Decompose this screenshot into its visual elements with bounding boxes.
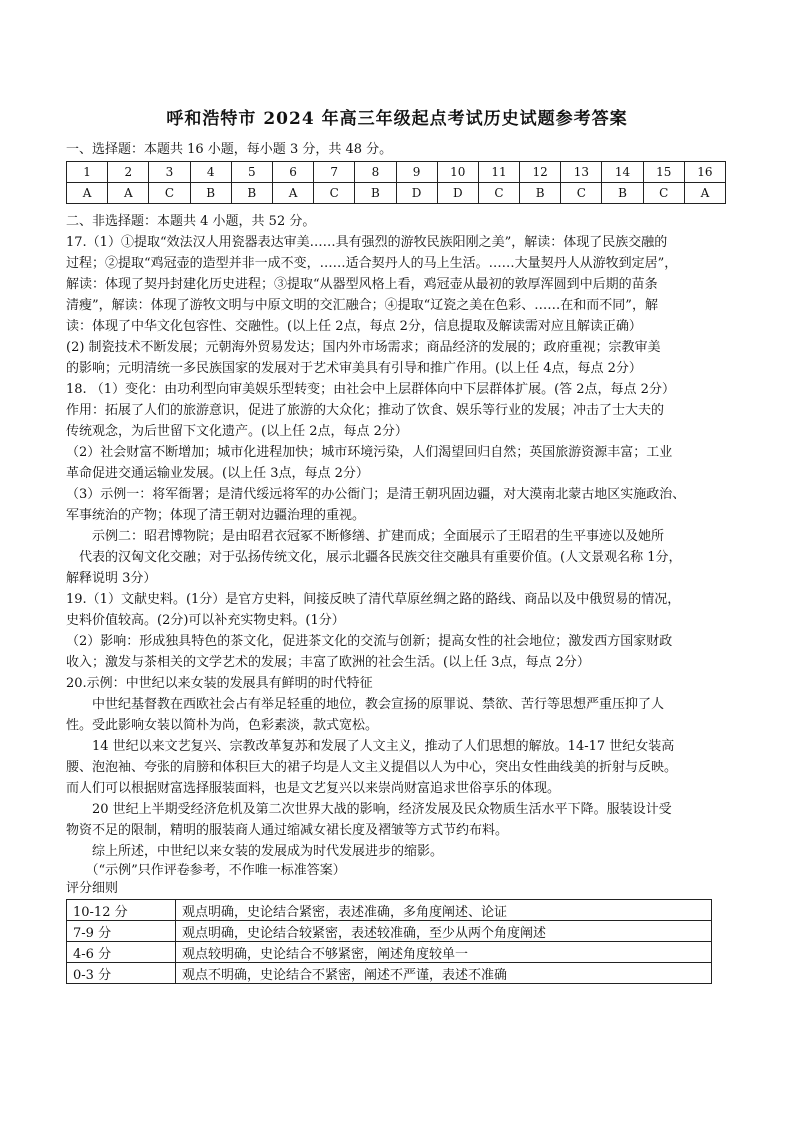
answer-text-line: 的影响；元明清统一多民族国家的发展对于艺术审美具有引导和推广作用。(以上任 4点，每点 2分） <box>66 361 642 376</box>
answer-cell: B <box>190 183 231 204</box>
answer-text-line: 示例二：昭君博物院；是由昭君衣冠冢不断修缮、扩建而成；全面展示了王昭君的生平事迹以及她所 <box>66 529 665 544</box>
answer-text-line: 腰、泡泡袖、夸张的肩膀和体积巨大的裙子均是人文主义提倡以人为中心，突出女性曲线美的折射与反映。 <box>66 760 678 775</box>
rubric-score-range: 10-12 分 <box>67 900 176 921</box>
answer-cell: B <box>520 183 561 204</box>
question-number: 15 <box>643 162 684 183</box>
answer-cell: A <box>108 183 149 204</box>
answer-text-line: （2）社会财富不断增加；城市化进程加快；城市环境污染，人们渴望回归自然；英国旅游资源丰富；工业 <box>66 445 673 460</box>
rubric-description: 观点不明确，史论结合不紧密，阐述不严谨，表述不准确 <box>176 963 712 984</box>
multiple-choice-answer-table <box>66 161 726 204</box>
answer-text-line: 解读：体现了契丹封建化历史进程；③提取“从器型风格上看，鸡冠壶从最初的敦厚浑圆到中后期的苗条 <box>66 277 658 292</box>
question-number: 10 <box>437 162 478 183</box>
answer-cell: A <box>67 183 108 204</box>
answer-text-line: 18. （1）变化：由功利型向审美娱乐型转变；由社会中上层群体向中下层群体扩展。(答 2点，每点 2分） <box>66 382 675 397</box>
answer-text-line: 14 世纪以来文艺复兴、宗教改革复苏和发展了人文主义，推动了人们思想的解放。14-17 世纪女装高 <box>66 739 675 754</box>
answer-text-line: 作用：拓展了人们的旅游意识，促进了旅游的大众化；推动了饮食、娱乐等行业的发展；冲击了士大夫的 <box>66 403 665 418</box>
answer-text-line: 解释说明 3分） <box>66 571 157 586</box>
answer-text-line: 收入；激发与茶相关的文学艺术的发展；丰富了欧洲的社会生活。(以上任 3点，每点 2分） <box>66 655 590 670</box>
question-number: 5 <box>231 162 272 183</box>
question-number-row <box>67 162 726 183</box>
section1-heading: 一、选择题：本题共 16 小题，每小题 3 分，共 48 分。 <box>66 142 393 157</box>
question-number: 1 <box>67 162 108 183</box>
answer-text-line: 物资不足的限制，精明的服装商人通过缩减女裙长度及褶皱等方式节约布料。 <box>66 823 509 838</box>
answer-text-line: 传统观念，为后世留下文化遗产。(以上任 2点，每点 2分） <box>66 424 408 439</box>
answer-cell: D <box>437 183 478 204</box>
answer-cell: D <box>396 183 437 204</box>
rubric-row <box>67 921 712 942</box>
rubric-row <box>67 942 712 963</box>
grading-rubric-table <box>66 899 712 984</box>
answer-text-line: 军事统治的产物；体现了清王朝对边疆治理的重视。 <box>66 508 366 523</box>
answer-cell: C <box>149 183 190 204</box>
question-number: 16 <box>684 162 725 183</box>
answer-text-line: 而人们可以根据财富选择服装面料，也是文艺复兴以来崇尚财富追求世俗享乐的体现。 <box>66 781 561 796</box>
rubric-description: 观点明确，史论结合较紧密，表述较准确，至少从两个角度阐述 <box>176 921 712 942</box>
rubric-description: 观点明确，史论结合紧密，表述准确，多角度阐述、论证 <box>176 900 712 921</box>
rubric-score-range: 7-9 分 <box>67 921 176 942</box>
answer-text-line: （2）影响：形成独具特色的茶文化，促进茶文化的交流与创新；提高女性的社会地位；激发西方国家财政 <box>66 634 673 649</box>
answer-cell: C <box>643 183 684 204</box>
answer-text-line: 过程；②提取“鸡冠壶的造型并非一成不变，……适合契丹人的马上生活。……大量契丹人从游牧到定居”， <box>66 256 678 271</box>
answer-row <box>67 183 726 204</box>
answer-text-line: 中世纪基督教在西欧社会占有举足轻重的地位，教会宣扬的原罪说、禁欲、苦行等思想严重压抑了人 <box>66 697 665 712</box>
answer-text-line: （“示例”只作评卷参考，不作唯一标准答案） <box>66 863 346 878</box>
answer-cell: A <box>272 183 313 204</box>
question-number: 11 <box>478 162 519 183</box>
answer-text-line: 史料价值较高。(2分)可以补充实物史料。(1分） <box>66 613 345 628</box>
answer-text-line: 19.（1）文献史料。(1分）是官方史料，间接反映了清代草原丝绸之路的路线、商品以及中俄贸易的情况， <box>66 592 681 607</box>
answer-cell: A <box>684 183 725 204</box>
rubric-description: 观点较明确，史论结合不够紧密，阐述角度较单一 <box>176 942 712 963</box>
question-number: 12 <box>520 162 561 183</box>
question-number: 6 <box>272 162 313 183</box>
answer-cell: C <box>478 183 519 204</box>
answer-text-line: 综上所述，中世纪以来女装的发展成为时代发展进步的缩影。 <box>66 844 444 859</box>
question-number: 14 <box>602 162 643 183</box>
answer-text-line: （3）示例一：将军衙署；是清代绥远将军的办公衙门；是清王朝巩固边疆，对大漠南北蒙古地区实施政治、 <box>66 487 686 502</box>
rubric-score-range: 0-3 分 <box>67 963 176 984</box>
answer-text-line: 20 世纪上半期受经济危机及第二次世界大战的影响，经济发展及民众物质生活水平下降。服装设计受 <box>66 802 672 817</box>
answer-cell: B <box>231 183 272 204</box>
answer-text-line: 20.示例：中世纪以来女装的发展具有鲜明的时代特征 <box>66 676 373 691</box>
question-number: 4 <box>190 162 231 183</box>
question-number: 3 <box>149 162 190 183</box>
answer-text-line: 代表的汉匈文化交融；对于弘扬传统文化，展示北疆各民族交往交融具有重要价值。(人文景观名称 1分， <box>66 550 682 565</box>
question-number: 13 <box>561 162 602 183</box>
page-title: 呼和浩特市 2024 年高三年级起点考试历史试题参考答案 <box>166 109 628 129</box>
grading-heading: 评分细则 <box>66 881 119 896</box>
answer-cell: B <box>602 183 643 204</box>
rubric-row <box>67 900 712 921</box>
rubric-score-range: 4-6 分 <box>67 942 176 963</box>
answer-text-line: 革命促进交通运输业发展。(以上任 3点，每点 2分） <box>66 466 369 481</box>
section2-heading: 二、非选择题：本题共 4 小题，共 52 分。 <box>66 214 316 229</box>
answer-cell: C <box>561 183 602 204</box>
rubric-row <box>67 963 712 984</box>
question-number: 2 <box>108 162 149 183</box>
answer-text-line: 清瘦”，解读：体现了游牧文明与中原文明的交汇融合；④提取“辽瓷之美在色彩、……在和而不同”，解 <box>66 298 658 313</box>
question-number: 9 <box>396 162 437 183</box>
answer-cell: C <box>314 183 355 204</box>
question-number: 7 <box>314 162 355 183</box>
answer-text-line: 读：体现了中华文化包容性、交融性。(以上任 2点，每点 2分，信息提取及解读需对应且解读正确） <box>66 319 642 334</box>
answer-text-line: 性。受此影响女装以简朴为尚，色彩素淡，款式宽松。 <box>66 718 379 733</box>
answer-text-line: 17.（1）①提取“效法汉人用瓷器表达审美……具有强烈的游牧民族阳刚之美”，解读：体现了民族交融的 <box>66 235 668 250</box>
answer-cell: B <box>355 183 396 204</box>
answer-text-line: (2) 制瓷技术不断发展；元朝海外贸易发达；国内外市场需求；商品经济的发展的；政府重视；宗教审美 <box>66 340 661 355</box>
question-number: 8 <box>355 162 396 183</box>
